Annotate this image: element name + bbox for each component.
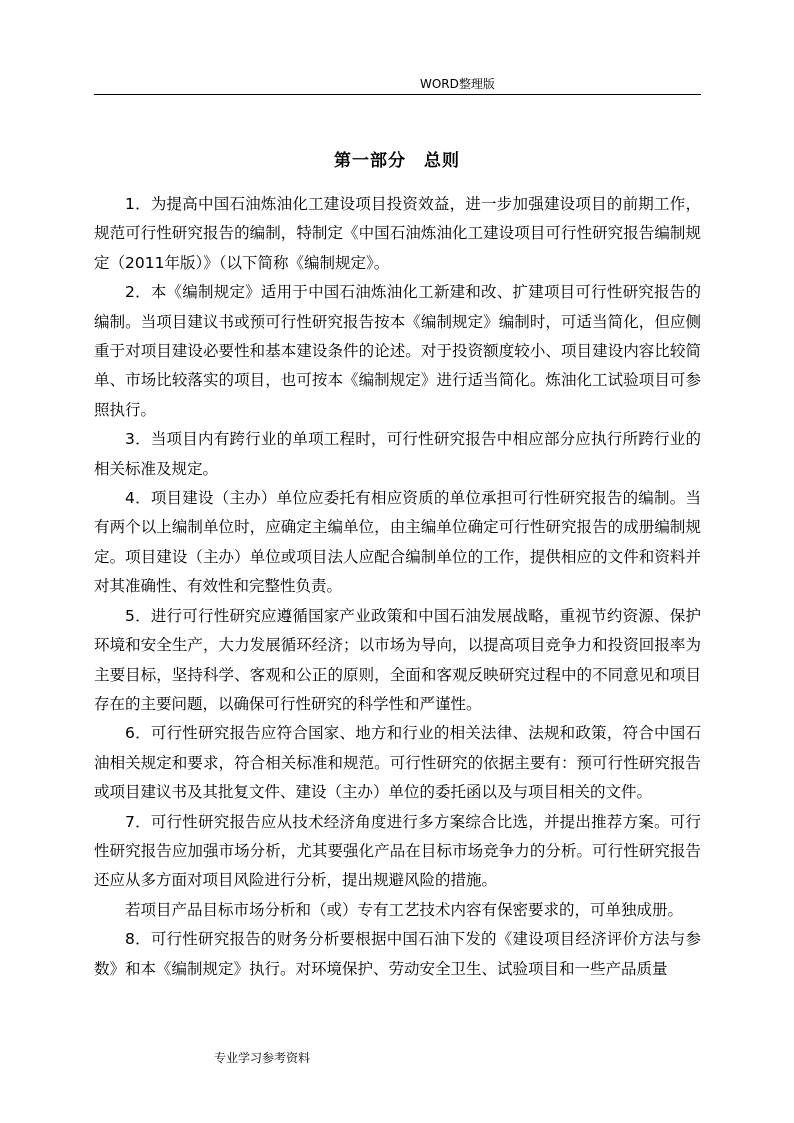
paragraph-4: 4．项目建设（主办）单位应委托有相应资质的单位承担可行性研究报告的编制。当有两个以上编制单位时，应确定主编单位，由主编单位确定可行性研究报告的成册编制规定。项目建设（主办）单位或项目法人应配合编制单位的工作，提供相应的文件和资料并对其准确性、有效性和完整性负责。 bbox=[94, 489, 701, 596]
paragraph-6: 6．可行性研究报告应符合国家、地方和行业的相关法律、法规和政策，符合中国石油相关规定和要求，符合相关标准和规范。可行性研究的依据主要有：预可行性研究报告或项目建议书及其批复文件、建设（主办）单位的委托函以及与项目相关的文件。 bbox=[94, 724, 701, 802]
paragraph-1: 1．为提高中国石油炼油化工建设项目投资效益，进一步加强建设项目的前期工作，规范可行性研究报告的编制，特制定《中国石油炼油化工建设项目可行性研究报告编制规定（2011年版）》（以下简称《编制规定》。 bbox=[94, 195, 701, 272]
paragraph-7-note: 若项目产品目标市场分析和（或）专有工艺技术内容有保密要求的，可单独成册。 bbox=[125, 900, 684, 919]
paragraph-2: 2．本《编制规定》适用于中国石油炼油化工新建和改、扩建项目可行性研究报告的编制。当项目建议书或预可行性研究报告按本《编制规定》编制时，可适当简化，但应侧重于对项目建设必要性和基本建设条件的论述。对于投资额度较小、项目建设内容比较简单、市场比较落实的项目，也可按本《编制规定》进行适当简化。炼油化工试验项目可参照执行。 bbox=[94, 283, 701, 419]
paragraph-5: 5．进行可行性研究应遵循国家产业政策和中国石油发展战略，重视节约资源、保护环境和安全生产，大力发展循环经济；以市场为导向，以提高项目竞争力和投资回报率为主要目标，坚持科学、客观和公正的原则，全面和客观反映研究过程中的不同意见和项目存在的主要问题，以确保可行性研究的科学性和严谨性。 bbox=[94, 606, 701, 713]
section-title: 第一部分 总则 bbox=[334, 151, 460, 171]
paragraph-7: 7．可行性研究报告应从技术经济角度进行多方案综合比选，并提出推荐方案。可行性研究报告应加强市场分析，尤其要强化产品在目标市场竞争力的分析。可行性研究报告还应从多方面对项目风险进行分析，提出规避风险的措施。 bbox=[94, 812, 701, 890]
paragraph-8: 8．可行性研究报告的财务分析要根据中国石油下发的《建设项目经济评价方法与参数》和本《编制规定》执行。对环境保护、劳动安全卫生、试验项目和一些产品质量 bbox=[94, 930, 701, 978]
page-header: WORD整理版 bbox=[420, 77, 495, 91]
document-body bbox=[94, 190, 701, 984]
header-divider bbox=[94, 94, 701, 95]
paragraph-3: 3．当项目内有跨行业的单项工程时，可行性研究报告中相应部分应执行所跨行业的相关标准及规定。 bbox=[94, 430, 701, 478]
page-footer: 专业学习参考资料 bbox=[214, 1051, 311, 1065]
